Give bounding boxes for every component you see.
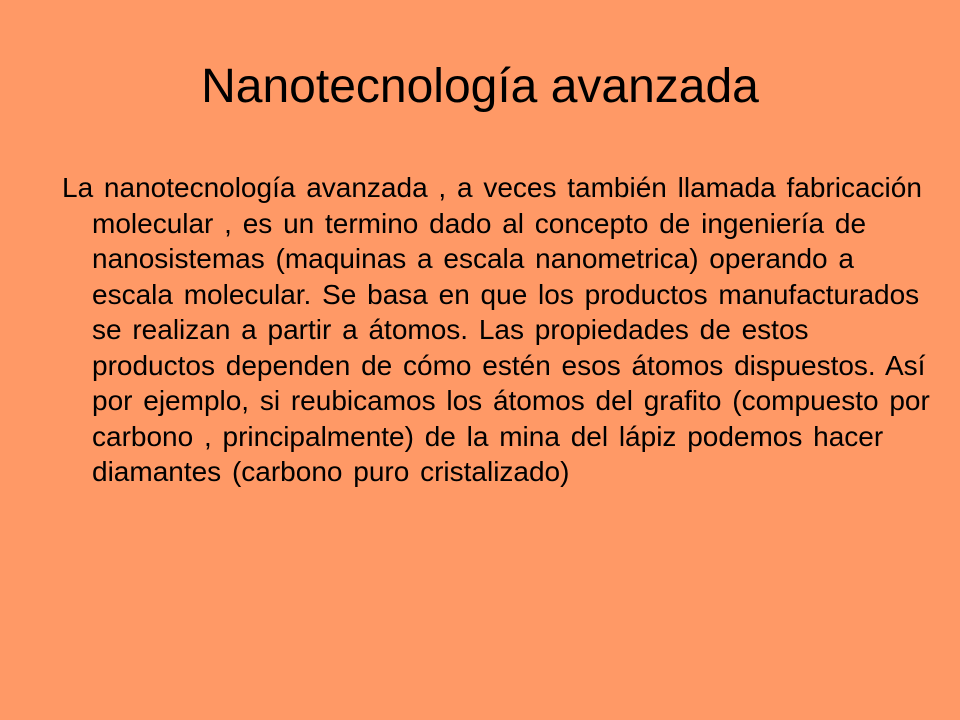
slide-title: Nanotecnología avanzada xyxy=(201,60,759,113)
slide-body-text: La nanotecnología avanzada , a veces también llamada fabricación molecular , es un termino dado al concepto de ingeniería de nanosistemas (maquinas a escala nanometrica) operando a escala molecular. Se basa en que los productos manufacturados se realizan a partir a átomos. Las propiedades de estos productos dependen de cómo estén esos átomos dispuestos. Así por ejemplo, si reubicamos los átomos del grafito (compuesto por carbono , principalmente) de la mina del lápiz podemos hacer diamantes (carbono puro cristalizado) xyxy=(62,172,930,487)
